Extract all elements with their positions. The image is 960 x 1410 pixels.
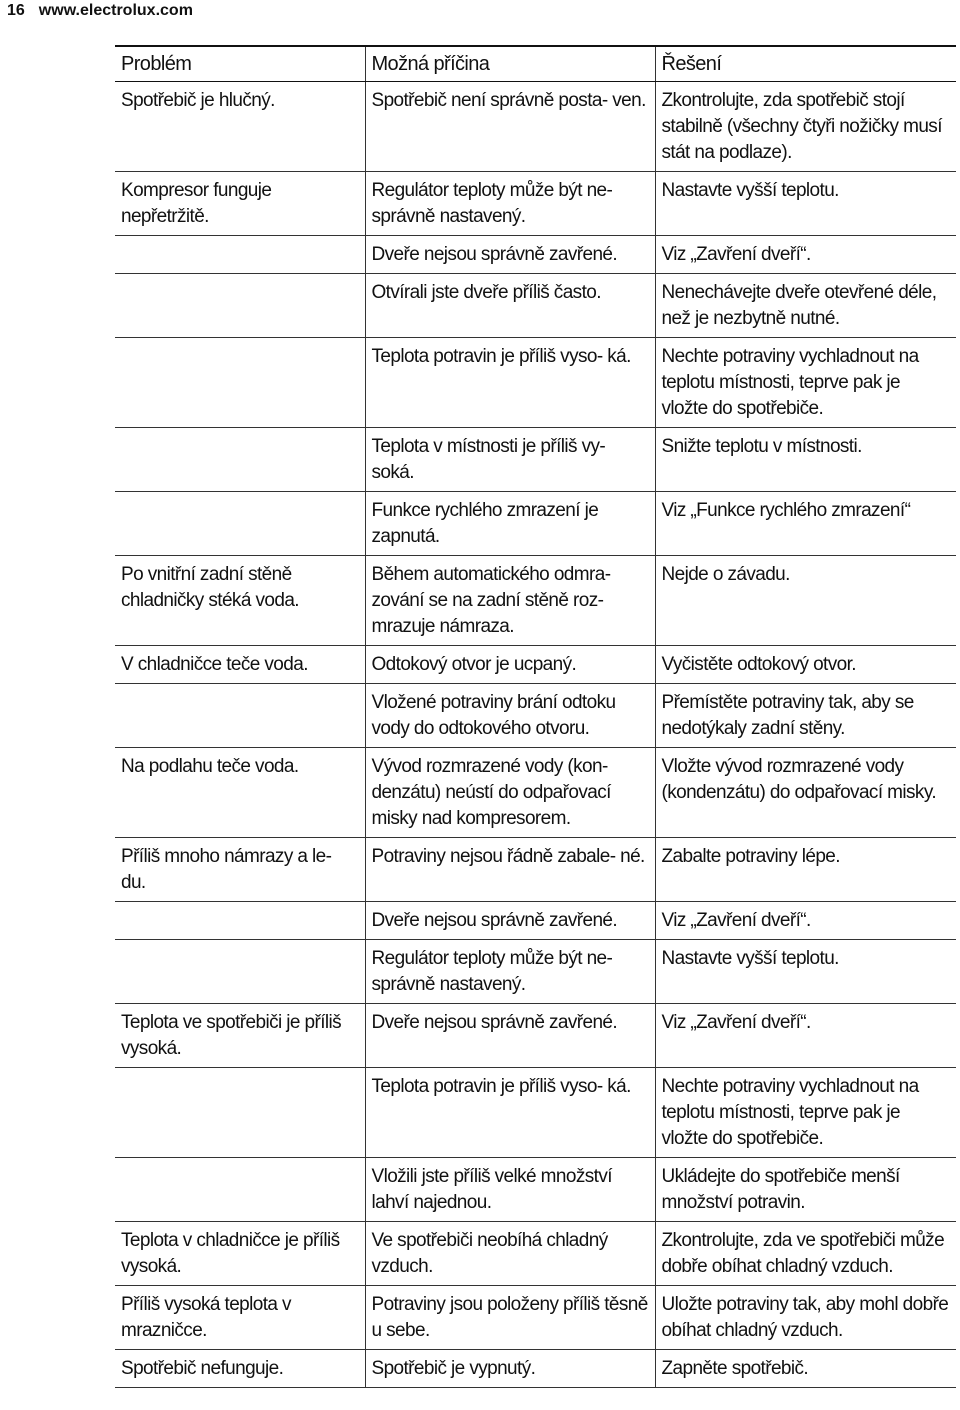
cell-problem <box>115 492 365 556</box>
table-row <box>115 172 956 236</box>
table-row <box>115 1222 956 1286</box>
cell-cause: Dveře nejsou správně zavřené. <box>365 902 655 940</box>
cell-cause: Vývod rozmrazené vody (kon- denzátu) neústí do odpařovací misky nad kompresorem. <box>365 748 655 838</box>
page-header <box>7 0 193 22</box>
cell-cause: Potraviny nejsou řádně zabale- né. <box>365 838 655 902</box>
cell-problem: V chladničce teče voda. <box>115 646 365 684</box>
cell-cause: Regulátor teploty může být ne- správně nastavený. <box>365 940 655 1004</box>
cell-problem: Teplota v chladničce je příliš vysoká. <box>115 1222 365 1286</box>
cell-solution: Viz „Zavření dveří“. <box>655 902 956 940</box>
table-row <box>115 236 956 274</box>
cell-solution: Nastavte vyšší teplotu. <box>655 172 956 236</box>
cell-cause: Dveře nejsou správně zavřené. <box>365 1004 655 1068</box>
cell-solution: Zapněte spotřebič. <box>655 1350 956 1388</box>
cell-solution: Nenechávejte dveře otevřené déle, než je nezbytně nutné. <box>655 274 956 338</box>
cell-problem <box>115 428 365 492</box>
cell-cause: Teplota v místnosti je příliš vy- soká. <box>365 428 655 492</box>
table-row <box>115 428 956 492</box>
cell-problem <box>115 940 365 1004</box>
cell-solution: Vyčistěte odtokový otvor. <box>655 646 956 684</box>
cell-problem <box>115 274 365 338</box>
table-row <box>115 1004 956 1068</box>
table-row <box>115 338 956 428</box>
cell-cause: Teplota potravin je příliš vyso- ká. <box>365 338 655 428</box>
cell-solution: Snižte teplotu v místnosti. <box>655 428 956 492</box>
cell-cause: Teplota potravin je příliš vyso- ká. <box>365 1068 655 1158</box>
table-row <box>115 902 956 940</box>
cell-solution: Nechte potraviny vychladnout na teplotu místnosti, teprve pak je vložte do spotřebiče. <box>655 1068 956 1158</box>
table-row <box>115 1068 956 1158</box>
table-row <box>115 274 956 338</box>
cell-problem: Spotřebič je hlučný. <box>115 82 365 172</box>
column-header-cause: Možná příčina <box>365 46 655 82</box>
cell-problem: Příliš vysoká teplota v mrazničce. <box>115 1286 365 1350</box>
cell-problem <box>115 1068 365 1158</box>
cell-problem <box>115 1158 365 1222</box>
cell-solution: Zkontrolujte, zda ve spotřebiči může dobře obíhat chladný vzduch. <box>655 1222 956 1286</box>
cell-solution: Zkontrolujte, zda spotřebič stojí stabilně (všechny čtyři nožičky musí stát na podlaze). <box>655 82 956 172</box>
cell-solution: Nechte potraviny vychladnout na teplotu místnosti, teprve pak je vložte do spotřebiče. <box>655 338 956 428</box>
cell-problem: Kompresor funguje nepřetržitě. <box>115 172 365 236</box>
table-row <box>115 1350 956 1388</box>
troubleshooting-table <box>115 45 956 1388</box>
table-row <box>115 646 956 684</box>
cell-cause: Ve spotřebiči neobíhá chladný vzduch. <box>365 1222 655 1286</box>
table-row <box>115 1158 956 1222</box>
cell-solution: Ukládejte do spotřebiče menší množství potravin. <box>655 1158 956 1222</box>
cell-cause: Vložili jste příliš velké množství lahví najednou. <box>365 1158 655 1222</box>
cell-solution: Zabalte potraviny lépe. <box>655 838 956 902</box>
cell-solution: Uložte potraviny tak, aby mohl dobře obíhat chladný vzduch. <box>655 1286 956 1350</box>
table-row <box>115 748 956 838</box>
table-row <box>115 82 956 172</box>
table-header-row <box>115 46 956 82</box>
cell-cause: Spotřebič je vypnutý. <box>365 1350 655 1388</box>
cell-solution: Nastavte vyšší teplotu. <box>655 940 956 1004</box>
table-row <box>115 684 956 748</box>
cell-cause: Dveře nejsou správně zavřené. <box>365 236 655 274</box>
table-row <box>115 940 956 1004</box>
cell-solution: Viz „Funkce rychlého zmrazení“ <box>655 492 956 556</box>
page-number: 16 <box>7 2 25 19</box>
cell-solution: Viz „Zavření dveří“. <box>655 1004 956 1068</box>
cell-problem: Teplota ve spotřebiči je příliš vysoká. <box>115 1004 365 1068</box>
cell-solution: Viz „Zavření dveří“. <box>655 236 956 274</box>
cell-cause: Během automatického odmra- zování se na zadní stěně roz- mrazuje námraza. <box>365 556 655 646</box>
cell-problem <box>115 684 365 748</box>
cell-cause: Otvírali jste dveře příliš často. <box>365 274 655 338</box>
cell-problem: Po vnitřní zadní stěně chladničky stéká voda. <box>115 556 365 646</box>
table-row <box>115 1286 956 1350</box>
cell-cause: Potraviny jsou položeny příliš těsně u sebe. <box>365 1286 655 1350</box>
cell-problem <box>115 902 365 940</box>
table-row <box>115 838 956 902</box>
cell-solution: Vložte vývod rozmrazené vody (kondenzátu) do odpařovací misky. <box>655 748 956 838</box>
cell-cause: Spotřebič není správně posta- ven. <box>365 82 655 172</box>
site-url: www.electrolux.com <box>38 2 193 19</box>
table-row <box>115 556 956 646</box>
cell-problem: Příliš mnoho námrazy a le- du. <box>115 838 365 902</box>
cell-cause: Vložené potraviny brání odtoku vody do odtokového otvoru. <box>365 684 655 748</box>
cell-cause: Funkce rychlého zmrazení je zapnutá. <box>365 492 655 556</box>
column-header-problem: Problém <box>115 46 365 82</box>
cell-cause: Odtokový otvor je ucpaný. <box>365 646 655 684</box>
column-header-solution: Řešení <box>655 46 956 82</box>
cell-problem <box>115 338 365 428</box>
cell-problem: Spotřebič nefunguje. <box>115 1350 365 1388</box>
cell-solution: Nejde o závadu. <box>655 556 956 646</box>
cell-cause: Regulátor teploty může být ne- správně nastavený. <box>365 172 655 236</box>
table-row <box>115 492 956 556</box>
cell-solution: Přemístěte potraviny tak, aby se nedotýkaly zadní stěny. <box>655 684 956 748</box>
cell-problem <box>115 236 365 274</box>
cell-problem: Na podlahu teče voda. <box>115 748 365 838</box>
